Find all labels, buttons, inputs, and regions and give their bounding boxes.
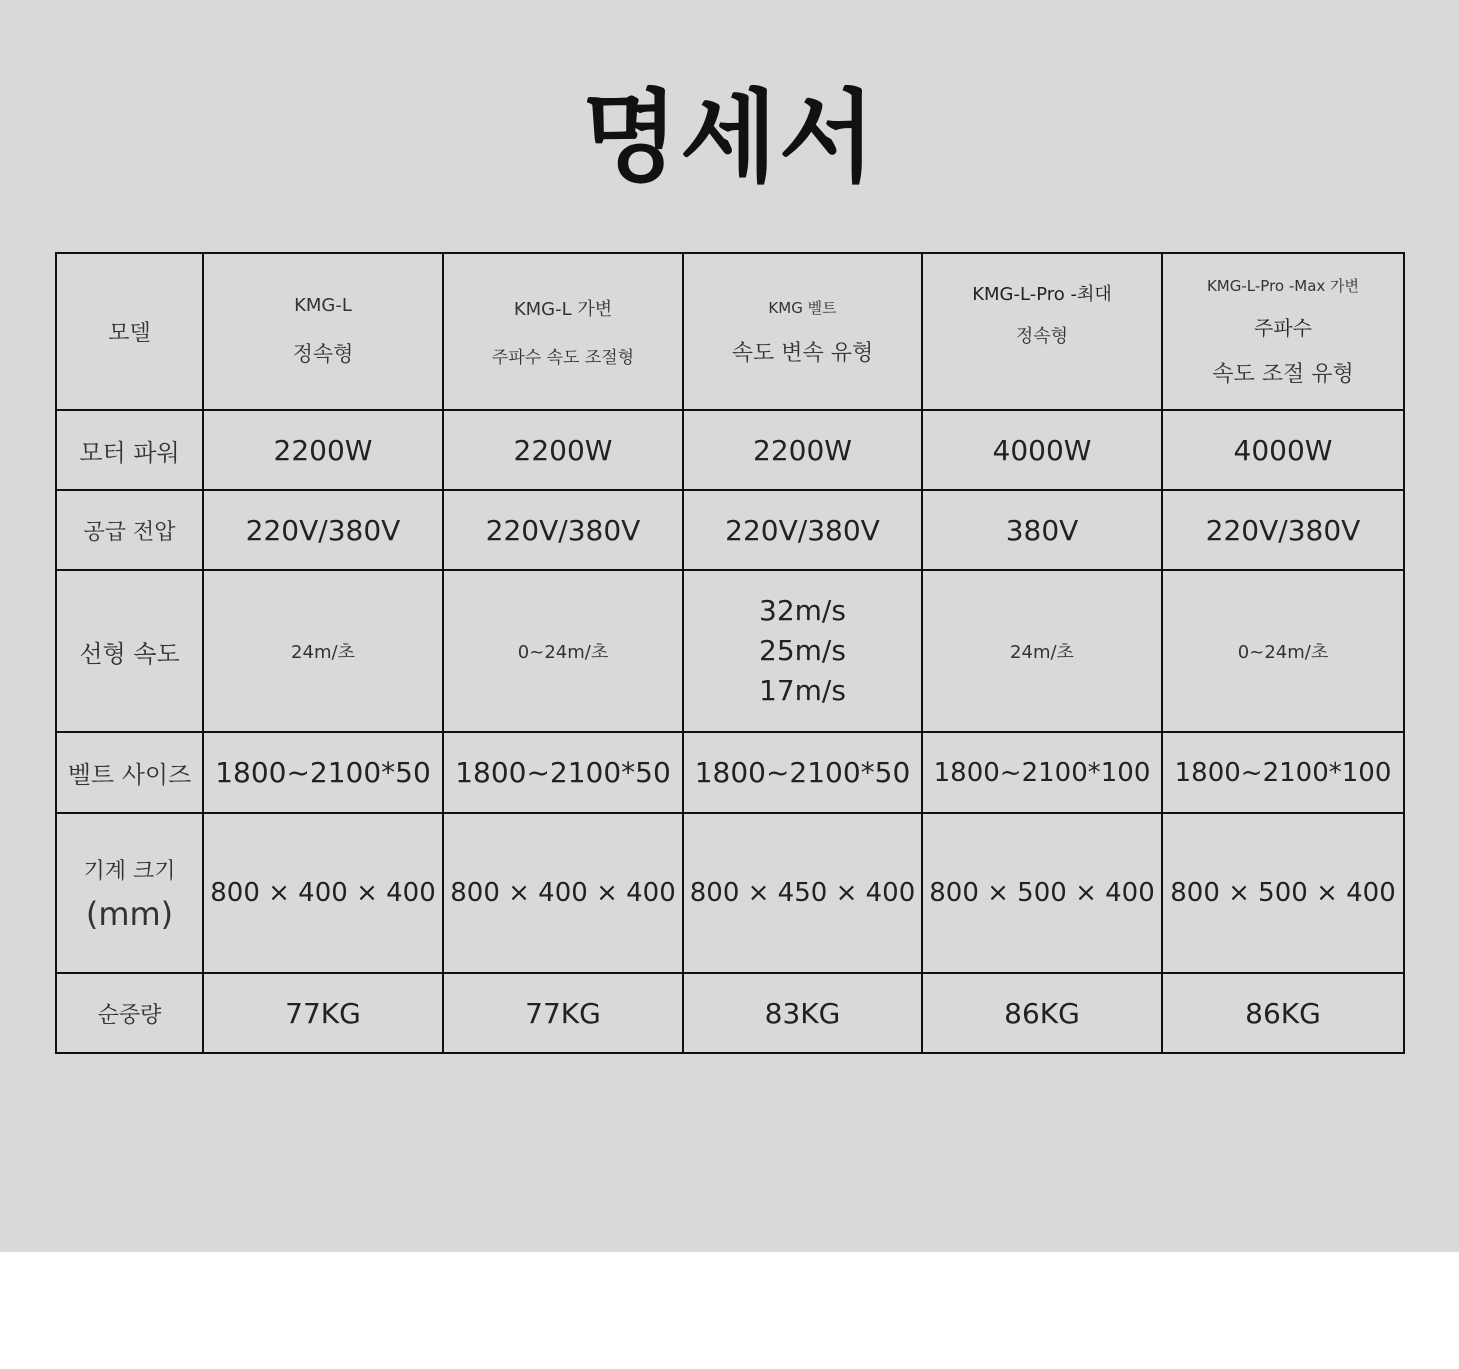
value-cell — [203, 973, 443, 1053]
cell-value: 800 × 400 × 400 — [450, 878, 676, 908]
row-label-net-weight — [56, 973, 203, 1053]
table-row-belt-size — [56, 732, 1404, 813]
model-name: KMG-L — [294, 295, 352, 316]
value-cell — [443, 410, 683, 490]
spec-table — [55, 252, 1405, 1054]
belt-speed-2: 25m/s — [759, 634, 846, 667]
value-cell — [1162, 410, 1404, 490]
model-cell-3 — [683, 253, 922, 410]
cell-value: 0~24m/초 — [1237, 642, 1329, 663]
value-cell — [683, 732, 922, 813]
value-cell — [443, 732, 683, 813]
value-cell — [922, 973, 1162, 1053]
cell-value: 220V/380V — [725, 513, 880, 547]
model-cell-5 — [1162, 253, 1404, 410]
cell-value: 800 × 500 × 400 — [1170, 878, 1396, 908]
cell-value: 800 × 450 × 400 — [689, 878, 916, 908]
model-type-2: 속도 조절 유형 — [1212, 362, 1354, 387]
cell-value: 800 × 400 × 400 — [210, 878, 436, 908]
value-cell — [1162, 973, 1404, 1053]
table-row-linear-speed — [56, 570, 1404, 732]
row-label-text: 선형 속도 — [79, 639, 180, 668]
belt-speed-1: 32m/s — [759, 594, 846, 627]
cell-value: 77KG — [525, 996, 601, 1030]
value-cell — [683, 973, 922, 1053]
value-cell — [683, 813, 922, 973]
value-cell — [922, 570, 1162, 732]
row-label-text: 공급 전압 — [83, 519, 176, 545]
table-row-net-weight — [56, 973, 1404, 1053]
cell-value: 2200W — [753, 433, 852, 467]
model-cell-4 — [922, 253, 1162, 410]
row-label-machine-size — [56, 813, 203, 973]
value-cell — [1162, 570, 1404, 732]
value-cell — [443, 973, 683, 1053]
value-cell — [443, 490, 683, 570]
row-label-text: 모터 파워 — [79, 438, 180, 467]
belt-speed-3: 17m/s — [759, 674, 846, 707]
model-cell-2 — [443, 253, 683, 410]
cell-value: 1800~2100*100 — [1174, 757, 1392, 788]
model-type: 정속형 — [1015, 326, 1069, 347]
value-cell — [922, 410, 1162, 490]
value-cell — [203, 490, 443, 570]
model-name: KMG-L-Pro -Max 가변 — [1206, 277, 1360, 295]
cell-value: 1800~2100*100 — [933, 757, 1151, 788]
value-cell — [683, 410, 922, 490]
value-cell — [203, 410, 443, 490]
cell-value: 24m/초 — [291, 642, 355, 663]
value-cell — [1162, 732, 1404, 813]
model-type: 속도 변속 유형 — [731, 340, 874, 366]
row-label-unit: (mm) — [85, 894, 174, 933]
cell-value: 2200W — [513, 433, 613, 467]
model-type: 정속형 — [292, 342, 354, 366]
cell-value: 24m/초 — [1010, 642, 1074, 663]
cell-value: 1800~2100*50 — [215, 756, 431, 789]
value-cell — [443, 813, 683, 973]
row-label-text: 벨트 사이즈 — [67, 761, 192, 789]
cell-value: 4000W — [992, 433, 1092, 467]
row-label-supply-voltage — [56, 490, 203, 570]
page-title: 명세서 — [581, 79, 878, 196]
value-cell — [1162, 813, 1404, 973]
cell-value: 77KG — [285, 996, 361, 1030]
value-cell — [683, 570, 922, 732]
table-row-model — [56, 253, 1404, 410]
value-cell — [443, 570, 683, 732]
model-type: 주파수 — [1254, 316, 1312, 340]
value-cell — [683, 490, 922, 570]
value-cell — [203, 732, 443, 813]
value-cell — [922, 813, 1162, 973]
table-row-motor-power — [56, 410, 1404, 490]
row-label-text: 순중량 — [97, 1002, 162, 1028]
value-cell — [922, 732, 1162, 813]
value-cell — [203, 813, 443, 973]
value-cell — [1162, 490, 1404, 570]
model-name: KMG-L 가변 — [513, 299, 613, 320]
table-row-supply-voltage — [56, 490, 1404, 570]
row-label-text: 기계 크기 — [83, 858, 176, 884]
cell-value: 380V — [1005, 513, 1079, 547]
value-cell — [203, 570, 443, 732]
row-label-model — [56, 253, 203, 410]
cell-value: 86KG — [1245, 996, 1321, 1030]
table-row-machine-size — [56, 813, 1404, 973]
cell-value: 220V/380V — [245, 513, 401, 547]
cell-value: 0~24m/초 — [517, 642, 609, 663]
cell-value: 220V/380V — [485, 513, 641, 547]
cell-value: 2200W — [273, 433, 373, 467]
row-label-belt-size — [56, 732, 203, 813]
cell-value: 1800~2100*50 — [694, 756, 911, 789]
model-name: KMG-L-Pro -최대 — [972, 284, 1112, 305]
cell-value: 220V/380V — [1205, 513, 1361, 547]
cell-value: 800 × 500 × 400 — [929, 878, 1155, 908]
model-cell-1 — [203, 253, 443, 410]
cell-value: 86KG — [1004, 996, 1080, 1030]
model-name: KMG 벨트 — [768, 298, 837, 317]
value-cell — [922, 490, 1162, 570]
cell-value: 4000W — [1233, 433, 1333, 467]
row-label-text: 모델 — [108, 321, 151, 346]
cell-value: 1800~2100*50 — [455, 756, 671, 789]
cell-value: 83KG — [764, 996, 841, 1030]
model-type: 주파수 속도 조절형 — [491, 348, 635, 368]
row-label-motor-power — [56, 410, 203, 490]
row-label-linear-speed — [56, 570, 203, 732]
